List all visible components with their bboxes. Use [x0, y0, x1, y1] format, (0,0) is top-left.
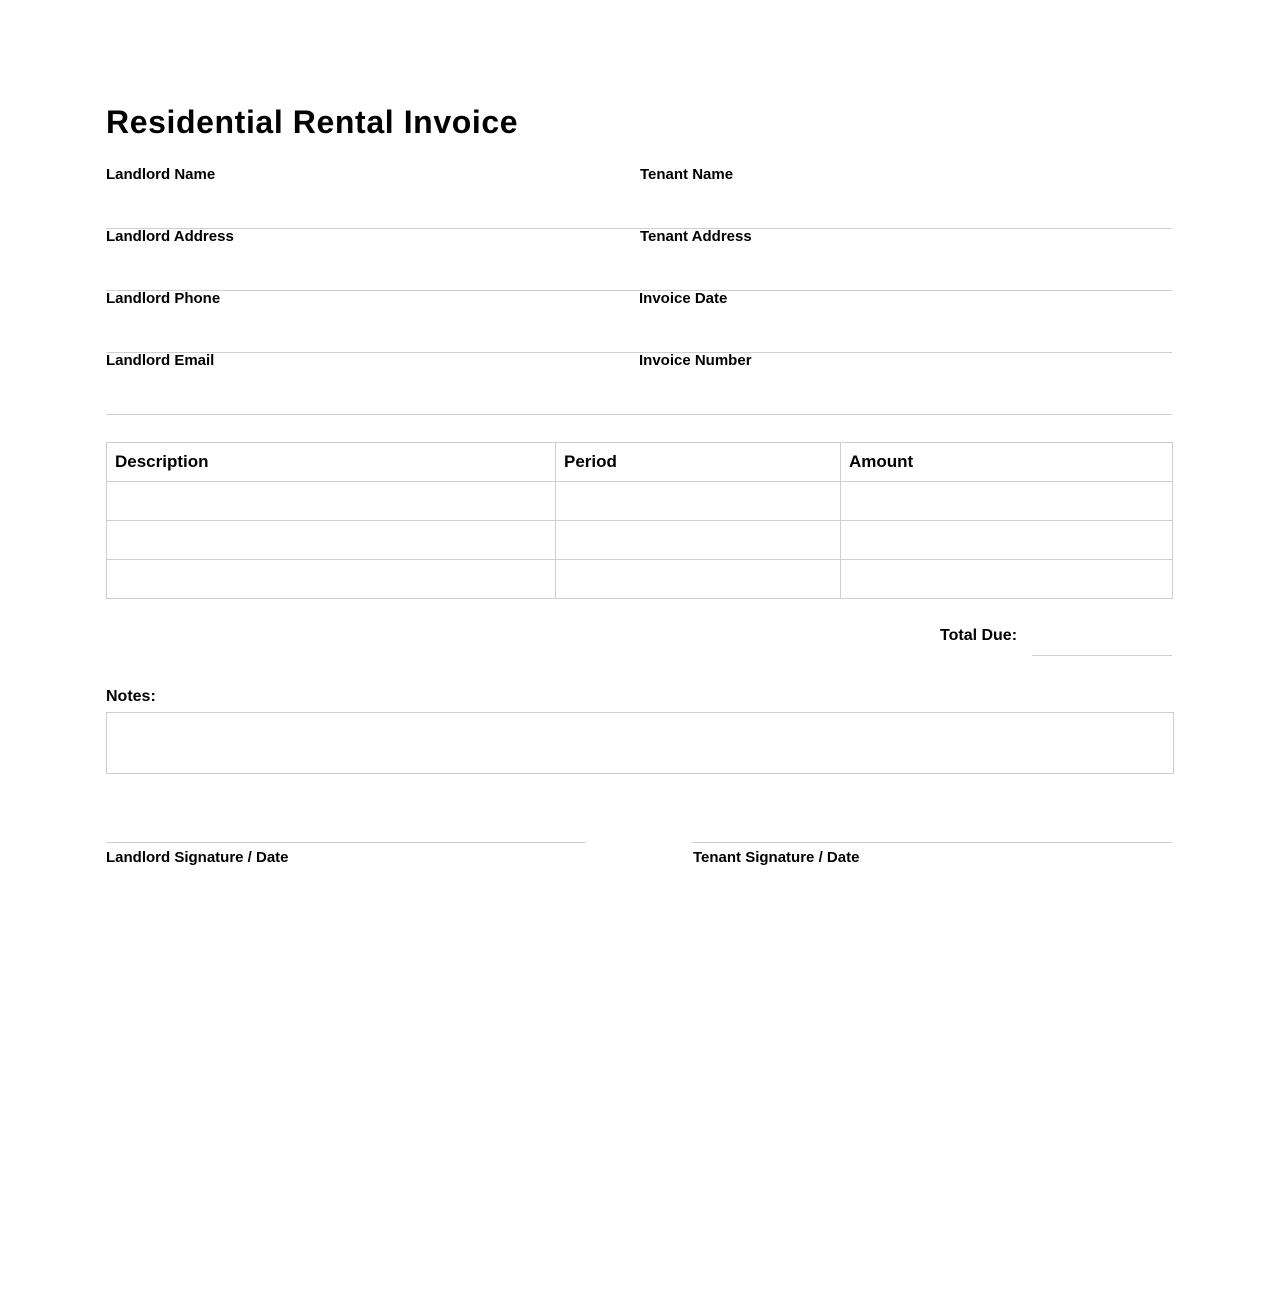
tenant-address-label: Tenant Address [640, 228, 752, 245]
landlord-name-label: Landlord Name [106, 166, 216, 183]
landlord-address-label: Landlord Address [106, 228, 234, 245]
table-header-row [107, 443, 1173, 482]
landlord-signature-line[interactable] [106, 842, 586, 843]
column-header-period: Period [556, 443, 841, 482]
table-row [107, 560, 1173, 599]
tenant-name-label: Tenant Name [640, 166, 734, 183]
info-row-addresses [106, 228, 1172, 291]
tenant-signature-label: Tenant Signature / Date [693, 849, 860, 866]
amount-cell[interactable] [841, 560, 1173, 599]
items-table [106, 442, 1173, 599]
table-row [107, 521, 1173, 560]
notes-label: Notes: [106, 688, 156, 705]
total-due-field[interactable] [1032, 615, 1172, 656]
info-row-names [106, 166, 1172, 229]
description-cell[interactable] [107, 560, 556, 599]
invoice-number-label: Invoice Number [639, 352, 752, 369]
landlord-email-label: Landlord Email [106, 352, 215, 369]
amount-cell[interactable] [841, 482, 1173, 521]
period-cell[interactable] [556, 482, 841, 521]
page-title: Residential Rental Invoice [106, 104, 519, 140]
notes-box[interactable] [106, 712, 1174, 774]
total-due-label: Total Due: [940, 627, 1018, 644]
table-row [107, 482, 1173, 521]
info-row-phone-date [106, 290, 1172, 353]
landlord-signature-label: Landlord Signature / Date [106, 849, 289, 866]
period-cell[interactable] [556, 560, 841, 599]
landlord-phone-label: Landlord Phone [106, 290, 221, 307]
info-row-email-number [106, 352, 1172, 415]
amount-cell[interactable] [841, 521, 1173, 560]
column-header-description: Description [107, 443, 556, 482]
tenant-signature-line[interactable] [692, 842, 1172, 843]
invoice-date-label: Invoice Date [639, 290, 728, 307]
column-header-amount: Amount [841, 443, 1173, 482]
description-cell[interactable] [107, 482, 556, 521]
period-cell[interactable] [556, 521, 841, 560]
description-cell[interactable] [107, 521, 556, 560]
